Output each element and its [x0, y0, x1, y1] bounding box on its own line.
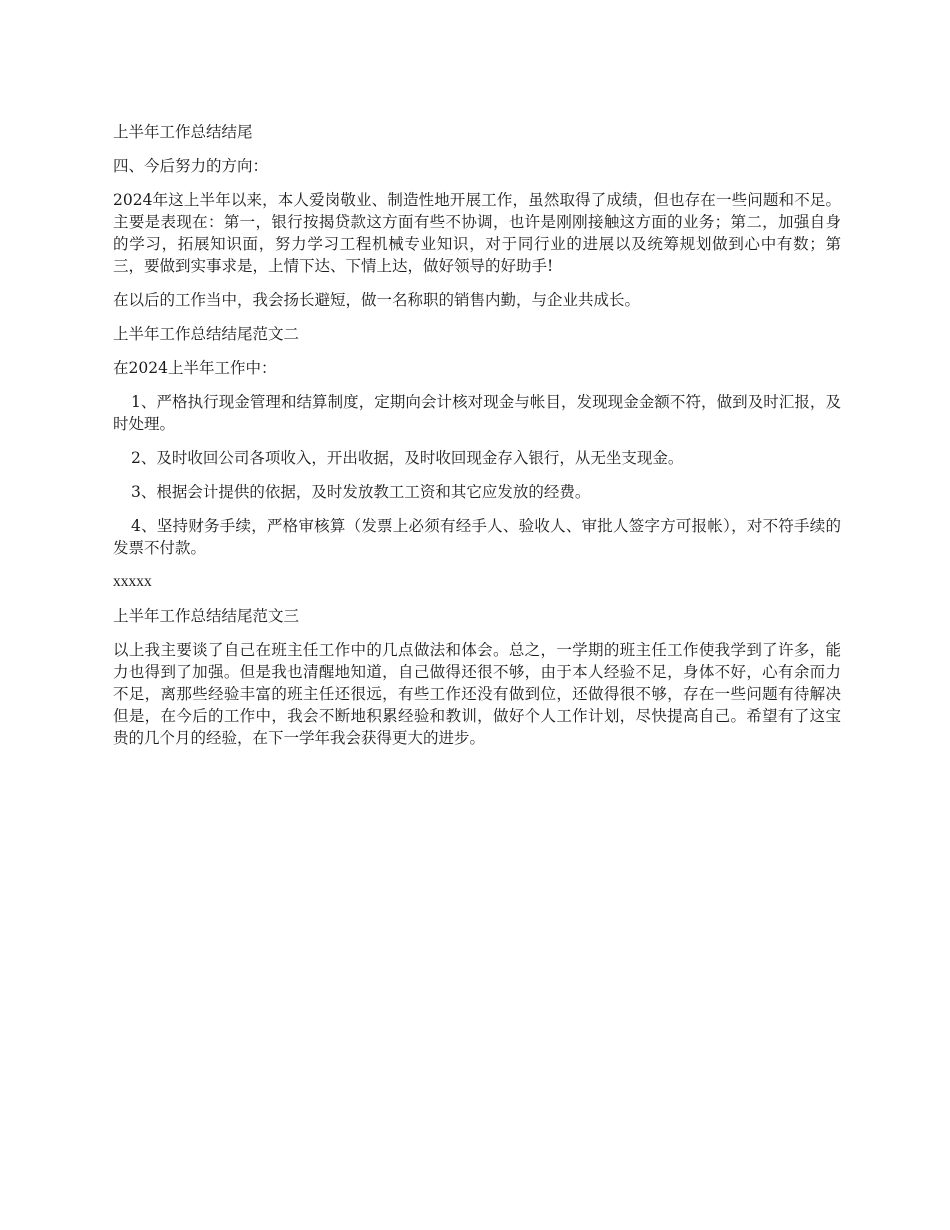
sample-2-item-4: 4、坚持财务手续，严格审核算（发票上必须有经手人、验收人、审批人签字方可报帐），对不符手续的发票不付款。 [113, 517, 841, 557]
document-page [113, 121, 841, 761]
sample-2-intro: 在2024上半年工作中： [113, 359, 277, 377]
sample-2-title: 上半年工作总结结尾范文二 [113, 325, 300, 343]
body-paragraph-2: 在以后的工作当中，我会扬长避短，做一名称职的销售内勤，与企业共成长。 [113, 291, 641, 309]
document-title: 上半年工作总结结尾 [113, 123, 253, 141]
sample-2-item-2: 2、及时收回公司各项收入，开出收据，及时收回现金存入银行，从无坐支现金。 [131, 449, 684, 467]
body-paragraph-1: 2024年这上半年以来，本人爱岗敬业、制造性地开展工作，虽然取得了成绩，但也存在一些问题和不足。主要是表现在：第一，银行按揭贷款这方面有些不协调，也许是刚刚接触这方面的业务；第二，加强自身的学习，拓展知识面，努力学习工程机械专业知识，对于同行业的进展以及统筹规划做到心中有数；第三，要做到实事求是，上情下达、下情上达，做好领导的好助手! [113, 191, 841, 275]
sample-2-item-3: 3、根据会计提供的依据，及时发放教工工资和其它应发放的经费。 [131, 483, 591, 501]
section-heading: 四、今后努力的方向： [113, 157, 269, 175]
separator-text: xxxxx [113, 573, 152, 590]
sample-3-title: 上半年工作总结结尾范文三 [113, 607, 300, 625]
sample-2-item-1: 1、严格执行现金管理和结算制度，定期向会计核对现金与帐目，发现现金金额不符，做到及时汇报，及时处理。 [113, 393, 841, 433]
sample-3-body: 以上我主要谈了自己在班主任工作中的几点做法和体会。总之，一学期的班主任工作使我学到了许多，能力也得到了加强。但是我也清醒地知道，自己做得还很不够，由于本人经验不足，身体不好，心有余而力不足，离那些经验丰富的班主任还很远，有些工作还没有做到位，还做得很不够，存在一些问题有待解决但是，在今后的工作中，我会不断地积累经验和教训，做好个人工作计划，尽快提高自己。希望有了这宝贵的几个月的经验，在下一学年我会获得更大的进步。 [113, 641, 841, 747]
